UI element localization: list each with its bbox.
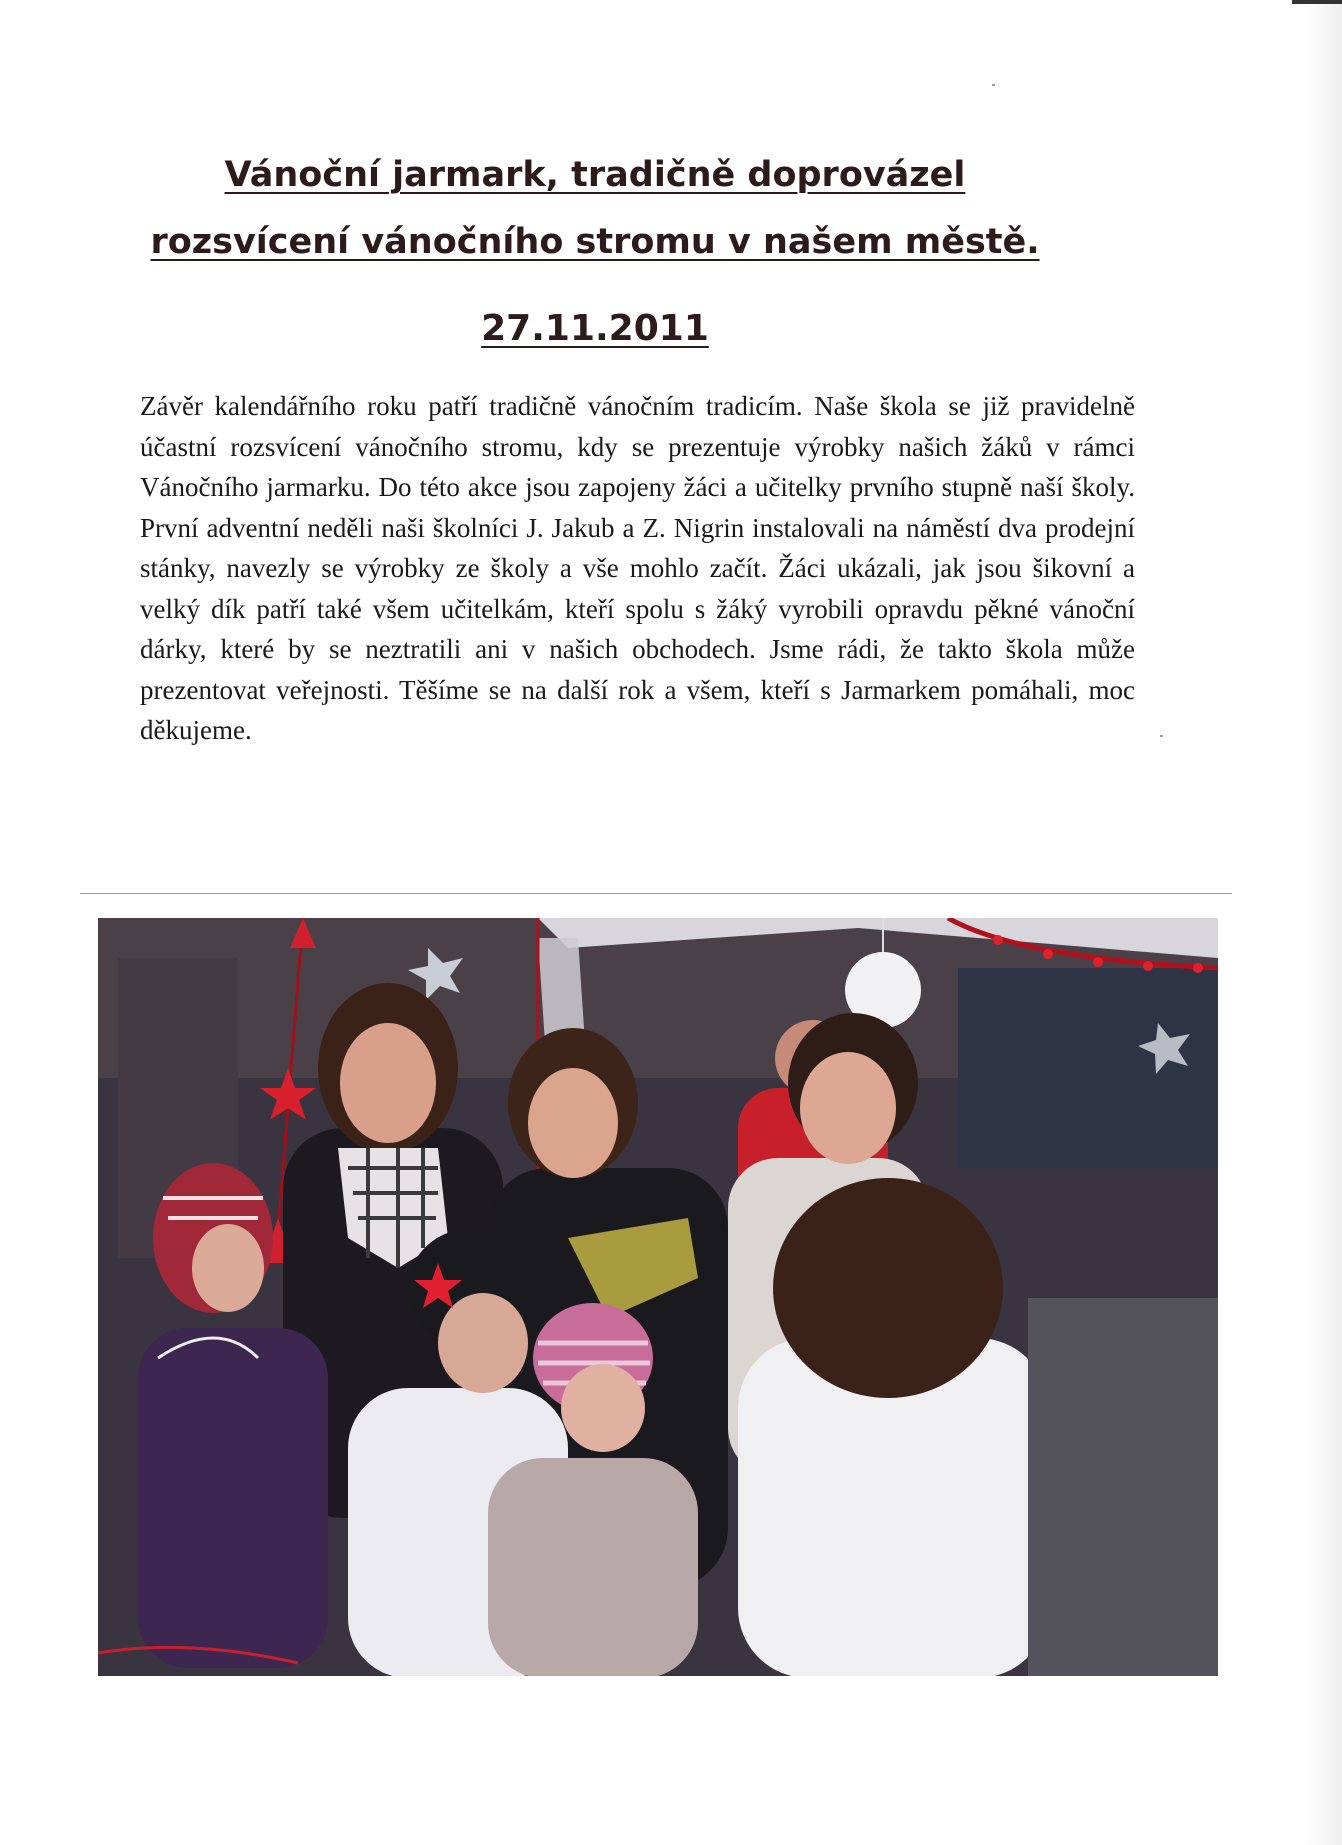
foreground-person-gray-coat bbox=[1028, 1298, 1218, 1676]
light-bulb bbox=[1193, 963, 1203, 973]
article-body: Závěr kalendářního roku patří tradičně vánočním tradicím. Naše škola se již pravidelně účastní rozsvícení vánočního stromu, kdy se prezentuje výrobky našich žáků v rámci Vánočního jarmarku. Do této akce jsou zapojeny žáci a učitelky prvního stupně naší školy. První adventní neděli naši školníci J. Jakub a Z. Nigrin instalovali na náměstí dva prodejní stánky, navezly se výrobky ze školy a vše mohlo začít. Žáci ukázali, jak jsou šikovní a velký dík patří také všem učitelkám, kteří spolu s žáký vyrobili opravdu pěkné vánoční dárky, které by se neztratili ani v našich obchodech. Jsme rádi, že takto škola může prezentovat veřejnosti. Těšíme se na další rok a všem, kteří s Jarmarkem pomáhali, moc děkujeme. bbox=[140, 391, 1135, 745]
scan-corner-mark bbox=[1292, 0, 1342, 4]
person-face bbox=[800, 1052, 896, 1164]
child-face bbox=[561, 1364, 645, 1452]
heading-line-1: Vánoční jarmark, tradičně doprovázel bbox=[224, 155, 966, 195]
light-bulb bbox=[1093, 957, 1103, 967]
light-bulb bbox=[1043, 949, 1053, 959]
child-shiny-jacket bbox=[488, 1458, 698, 1676]
scan-speck bbox=[1160, 735, 1163, 737]
child-face bbox=[438, 1293, 528, 1393]
stall-window bbox=[958, 968, 1218, 1168]
child-purple-coat bbox=[138, 1328, 328, 1668]
scan-page-edge bbox=[1304, 0, 1342, 1845]
scan-speck bbox=[992, 84, 995, 86]
event-date: 27.11.2011 bbox=[481, 308, 709, 349]
light-bulb bbox=[1143, 961, 1153, 971]
section-divider bbox=[80, 893, 1232, 894]
event-photo bbox=[98, 918, 1218, 1676]
foreground-person-hair bbox=[773, 1178, 1003, 1398]
child-face bbox=[192, 1224, 264, 1312]
person-face bbox=[528, 1068, 618, 1178]
light-bulb bbox=[993, 935, 1003, 945]
person-face bbox=[340, 1023, 436, 1143]
heading-line-2: rozsvícení vánočního stromu v našem městě. bbox=[150, 222, 1040, 262]
event-photo-illustration bbox=[98, 918, 1218, 1676]
